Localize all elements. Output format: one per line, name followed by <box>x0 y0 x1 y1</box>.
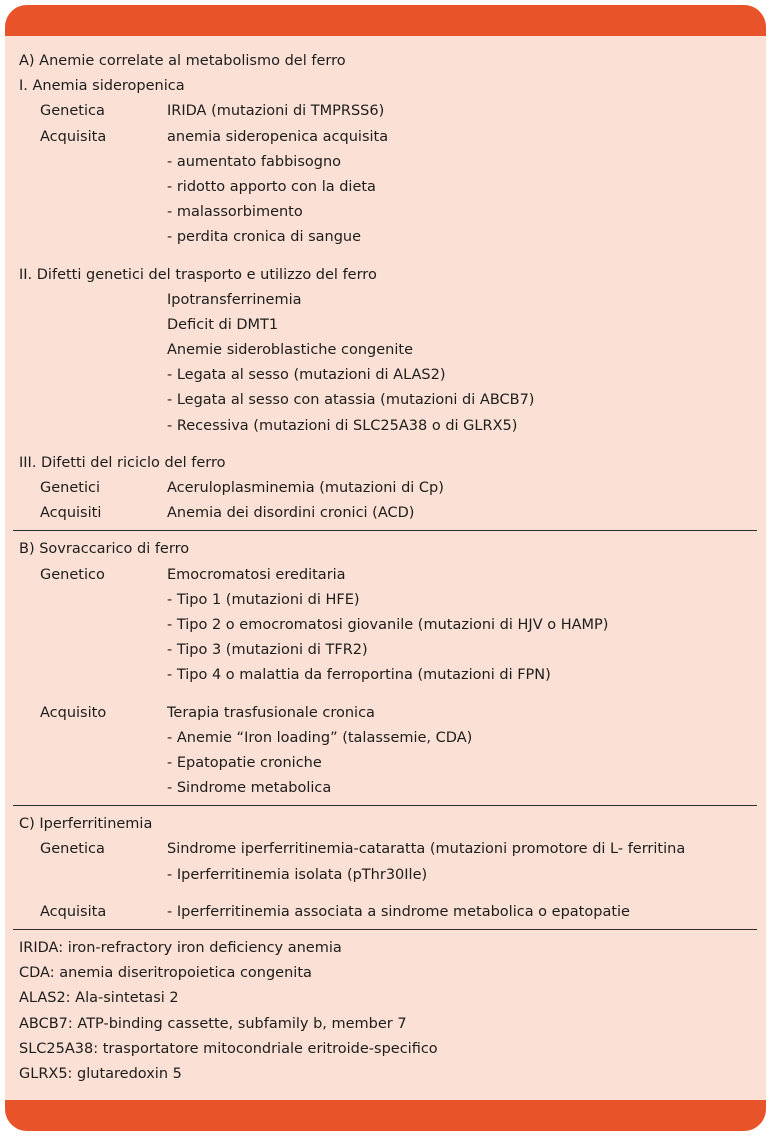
table-row <box>5 837 766 862</box>
row-category: Genetica <box>40 841 105 858</box>
row-description: Sindrome iperferritinemia-cataratta (mutazioni promotore di L- ferritina <box>167 841 686 858</box>
table-row <box>5 726 766 751</box>
table-row <box>5 588 766 613</box>
row-heading: SLC25A38: trasportatore mitocondriale eritroide-specifico <box>19 1040 438 1057</box>
table-row <box>5 776 766 801</box>
table-row <box>5 414 766 439</box>
row-description: - perdita cronica di sangue <box>167 229 362 246</box>
row-heading: III. Difetti del riciclo del ferro <box>19 454 226 471</box>
row-description: Ipotransferrinemia <box>167 291 302 308</box>
table-row <box>5 751 766 776</box>
row-heading: CDA: anemia diseritropoietica congenita <box>19 965 312 982</box>
row-description: Anemia dei disordini cronici (ACD) <box>167 505 415 522</box>
table-row <box>5 200 766 225</box>
row-description: - Iperferritinemia isolata (pThr30Ile) <box>167 866 428 883</box>
row-description: - Iperferritinemia associata a sindrome metabolica o epatopatie <box>167 903 630 920</box>
table-row <box>5 936 766 961</box>
row-category: Acquisita <box>40 128 107 145</box>
table-row <box>5 125 766 150</box>
row-heading: GLRX5: glutaredoxin 5 <box>19 1065 182 1082</box>
row-category: Genetico <box>40 566 105 583</box>
row-category: Acquisito <box>40 704 107 721</box>
section-divider <box>13 530 757 531</box>
table-row <box>5 263 766 288</box>
table-row <box>5 338 766 363</box>
table-row <box>5 313 766 338</box>
table-row <box>5 388 766 413</box>
row-gap <box>5 888 766 900</box>
row-description: - Tipo 4 o malattia da ferroportina (mutazioni di FPN) <box>167 667 551 684</box>
table-row <box>5 476 766 501</box>
row-heading: I. Anemia sideropenica <box>19 78 185 95</box>
table-row <box>5 150 766 175</box>
row-description: - Recessiva (mutazioni di SLC25A38 o di GLRX5) <box>167 417 518 434</box>
table-row <box>5 812 766 837</box>
table-row <box>5 1037 766 1062</box>
row-description: - Tipo 1 (mutazioni di HFE) <box>167 591 360 608</box>
table-row <box>5 563 766 588</box>
row-description: - Epatopatie croniche <box>167 754 322 771</box>
row-description: - Legata al sesso (mutazioni di ALAS2) <box>167 367 446 384</box>
table-row <box>5 288 766 313</box>
table-row <box>5 49 766 74</box>
table-row <box>5 1062 766 1087</box>
table-row <box>5 863 766 888</box>
row-category: Genetici <box>40 480 100 496</box>
table-row <box>5 900 766 925</box>
row-heading: ALAS2: Ala-sintetasi 2 <box>19 990 179 1007</box>
row-description: IRIDA (mutazioni di TMPRSS6) <box>167 103 385 120</box>
table-row <box>5 638 766 663</box>
row-description: - ridotto apporto con la dieta <box>167 178 376 195</box>
table-row <box>5 986 766 1011</box>
table-row <box>5 99 766 124</box>
table-body <box>5 49 766 1087</box>
row-gap <box>5 689 766 701</box>
row-description: Emocromatosi ereditaria <box>167 566 346 583</box>
row-description: Aceruloplasminemia (mutazioni di Cp) <box>167 480 444 496</box>
section-divider <box>13 929 757 930</box>
row-description: Terapia trasfusionale cronica <box>167 704 375 721</box>
row-gap <box>5 251 766 263</box>
row-category: Acquisita <box>40 903 107 920</box>
section-divider <box>13 805 757 806</box>
table-row <box>5 175 766 200</box>
row-description: - Legata al sesso con atassia (mutazioni di ABCB7) <box>167 392 535 409</box>
row-category: Acquisiti <box>40 505 102 522</box>
row-description: - aumentato fabbisogno <box>167 153 342 170</box>
row-gap <box>5 439 766 451</box>
row-description: - Tipo 3 (mutazioni di TFR2) <box>167 642 368 659</box>
table-row <box>5 501 766 526</box>
row-heading: II. Difetti genetici del trasporto e utilizzo del ferro <box>19 266 377 283</box>
row-description: anemia sideropenica acquisita <box>167 128 389 145</box>
row-heading: IRIDA: iron-refractory iron deficiency anemia <box>19 940 342 956</box>
table-row <box>5 74 766 99</box>
header-band <box>5 5 766 36</box>
row-heading: B) Sovraccarico di ferro <box>19 541 190 558</box>
row-heading: ABCB7: ATP-binding cassette, subfamily b, member 7 <box>19 1015 407 1032</box>
row-heading: A) Anemie correlate al metabolismo del ferro <box>19 53 346 69</box>
table-row <box>5 961 766 986</box>
table-row <box>5 1012 766 1037</box>
table-row <box>5 225 766 250</box>
table-row <box>5 613 766 638</box>
row-category: Genetica <box>40 103 105 120</box>
row-description: - Sindrome metabolica <box>167 780 332 797</box>
table-panel <box>5 5 766 1131</box>
row-description: - malassorbimento <box>167 204 303 221</box>
row-description: Anemie sideroblastiche congenite <box>167 342 413 359</box>
table-row <box>5 701 766 726</box>
row-description: - Tipo 2 o emocromatosi giovanile (mutazioni di HJV o HAMP) <box>167 616 609 633</box>
table-row <box>5 663 766 688</box>
row-heading: C) Iperferritinemia <box>19 816 153 833</box>
table-row <box>5 451 766 476</box>
row-description: - Anemie “Iron loading” (talassemie, CDA) <box>167 729 473 746</box>
table-row <box>5 363 766 388</box>
table-row <box>5 537 766 562</box>
footer-band <box>5 1100 766 1131</box>
row-description: Deficit di DMT1 <box>167 316 279 333</box>
